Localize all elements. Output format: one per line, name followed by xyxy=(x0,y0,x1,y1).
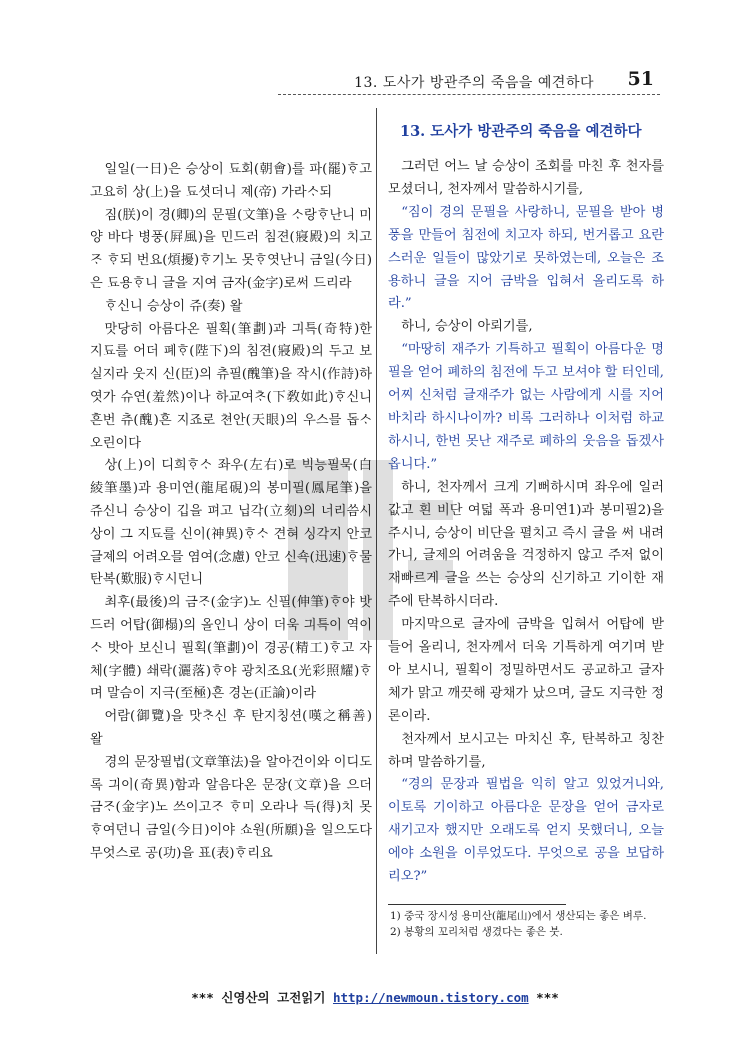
header-divider xyxy=(278,94,660,95)
translation-quote: “짐이 경의 문필을 사랑하니, 문필을 받아 병풍을 만들어 침전에 치고자 하되, 번거롭고 요란스러운 일들이 많았기로 못하였는데, 오늘은 조용하니 글을 지어 금박을 입혀서 올리도록 하라.” xyxy=(388,204,664,312)
running-header xyxy=(278,68,660,94)
blog-link[interactable]: http://newmoun.tistory.com xyxy=(332,990,529,1005)
page-footer xyxy=(0,988,750,1006)
translation-paragraph: 하니, 승상이 아뢰기를, xyxy=(401,319,533,335)
footnotes xyxy=(390,908,660,940)
translation-paragraph: 그러던 어느 날 승상이 조회를 마친 후 천자를 모셨더니, 천자께서 말씀하시기를, xyxy=(388,159,664,197)
footnote-item: 2) 봉황의 꼬리처럼 생겼다는 좋은 붓. xyxy=(390,926,563,938)
archaic-paragraph: 상(上)이 디희ᄒᆞᄉᆞ 좌우(左右)로 빅능필묵(白綾筆墨)과 용미연(龍尾硯)의 봉미필(鳳尾筆)을 쥬신니 승상이 깁을 펴고 닙각(立刻)의 너리씀시 상이 그 지됴를 신이(神異)ᄒᆞᄉᆞ 견혀 싱각지 안코 글졔의 어려오믈 염여(念慮) 안코 신쇽(迅速)ᄒᆞ물 탄복(歎服)ᄒᆞ시던니 xyxy=(90,458,372,588)
column-divider xyxy=(376,108,377,954)
translation-paragraph: 천자께서 보시고는 마치신 후, 탄복하고 칭찬하며 말씀하기를, xyxy=(388,731,664,770)
footer-prefix: *** 신영산의 고전읽기 xyxy=(191,990,333,1005)
modern-translation-column xyxy=(388,122,664,889)
footer-suffix: *** xyxy=(528,990,559,1005)
translation-quote: “경의 문장과 필법을 익히 알고 있었거니와, 이토록 기이하고 아름다운 문장을 얻어 금자로 새기고자 했지만 오래도록 얻지 못했더니, 오늘에야 소원을 이루었도다. 무엇으로 공을 보답하리오?” xyxy=(388,777,664,885)
section-title: 13. 도사가 방관주의 죽음을 예견하다 xyxy=(400,123,642,140)
archaic-paragraph: 경의 문장필법(文章筆法)을 알아건이와 이디도록 긔이(奇異)함과 알음다온 문장(文章)을 으더 금ᄌᆞ(金字)노 쓰이고ᄌᆞ ᄒᆞ미 오라나 득(得)치 못ᄒᆞ여던니 금일(今日)이야 쇼원(所願)을 일으도다 무엇스로 공(功)을 표(表)ᄒᆞ리요 xyxy=(90,754,372,861)
archaic-paragraph: 짐(朕)이 경(卿)의 문필(文筆)을 ᄉᆞ랑ᄒᆞ난니 미양 바다 병풍(屛風)을 민드러 침젼(寢殿)의 치고ᄌᆞ ᄒᆞ되 번요(煩擾)ᄒᆞ기노 못ᄒᆞ엿난니 금일(今日)은 됴용ᄒᆞ니 글을 지여 금자(金字)로써 드리라 xyxy=(90,207,372,291)
footnote-item: 1) 중국 장시성 용미산(龍尾山)에서 생산되는 좋은 벼루. xyxy=(390,910,647,922)
page-number: 51 xyxy=(627,68,654,90)
archaic-paragraph: 맛당히 아름다온 필획(筆劃)과 긔특(奇特)한 지됴를 어더 폐ᄒᆞ(陛下)의 침젼(寢殿)의 두고 보실지라 웃지 신(臣)의 츄필(醜筆)을 작시(作詩)하엿가 슈연(羞然)이나 하교여ᄎᆞ(下敎如此)ᄒᆞ신니 흔번 츄(醜)흔 지죠로 쳔안(天眼)의 우스믈 돕ᄉᆞ오린이다 xyxy=(90,321,372,451)
translation-quote: “마땅히 재주가 기특하고 필획이 아름다운 명필을 얻어 폐하의 침전에 두고 보셔야 할 터인데, 어찌 신처럼 글재주가 없는 사람에게 시를 지어 바치라 하시나이까? 비록 그러하나 이처럼 하교하시니, 한번 못난 재주로 폐하의 웃음을 돕겠사옵니다.” xyxy=(388,342,664,472)
running-header-title: 13. 도사가 방관주의 죽음을 예견하다 xyxy=(354,75,594,91)
archaic-text-column xyxy=(90,159,372,866)
archaic-paragraph: 최후(最後)의 금ᄌᆞ(金字)노 신필(伸筆)ᄒᆞ야 밧드러 어탑(御榻)의 올인니 상이 더욱 긔특이 역이ᄉᆞ 밧아 보신니 필획(筆劃)이 경공(精工)ᄒᆞ고 자체(字體) 쇄락(灑落)ᄒᆞ야 광치조요(光彩照耀)ᄒᆞ며 말슴이 지극(至極)흔 경논(正論)이라 xyxy=(90,595,372,702)
archaic-paragraph: ᄒᆞ신니 승상이 쥬(奏) 왈 xyxy=(104,298,243,314)
archaic-paragraph: 일일(一日)은 승상이 됴회(朝會)를 파(罷)ᄒᆞ고 고요히 상(上)을 됴셧더니 졔(帝) 가라ᄉᆞ되 xyxy=(90,162,372,200)
translation-paragraph: 하니, 천자께서 크게 기뻐하시며 좌우에 일러 값고 흰 비단 여덟 폭과 용미연1)과 봉미필2)을 주시니, 승상이 비단을 펼치고 즉시 글을 써 내려가니, 글제의 어려움을 걱정하지 않고 주저 없이 재빠르게 글을 쓰는 승상의 신기하고 기이한 재주에 탄복하시더라. xyxy=(388,479,664,610)
archaic-paragraph: 어람(御覽)을 맛ᄎᆞ신 후 탄지칭션(嘆之稱善) 왈 xyxy=(90,709,372,747)
translation-paragraph: 마지막으로 글자에 금박을 입혀서 어탑에 받들어 올리니, 천자께서 더욱 기특하게 여기며 받아 보시니, 필획이 정밀하면서도 공교하고 글자체가 맑고 깨끗해 광채가 났으며, 글도 지극한 정론이라. xyxy=(388,617,664,724)
footnote-divider xyxy=(388,904,566,905)
